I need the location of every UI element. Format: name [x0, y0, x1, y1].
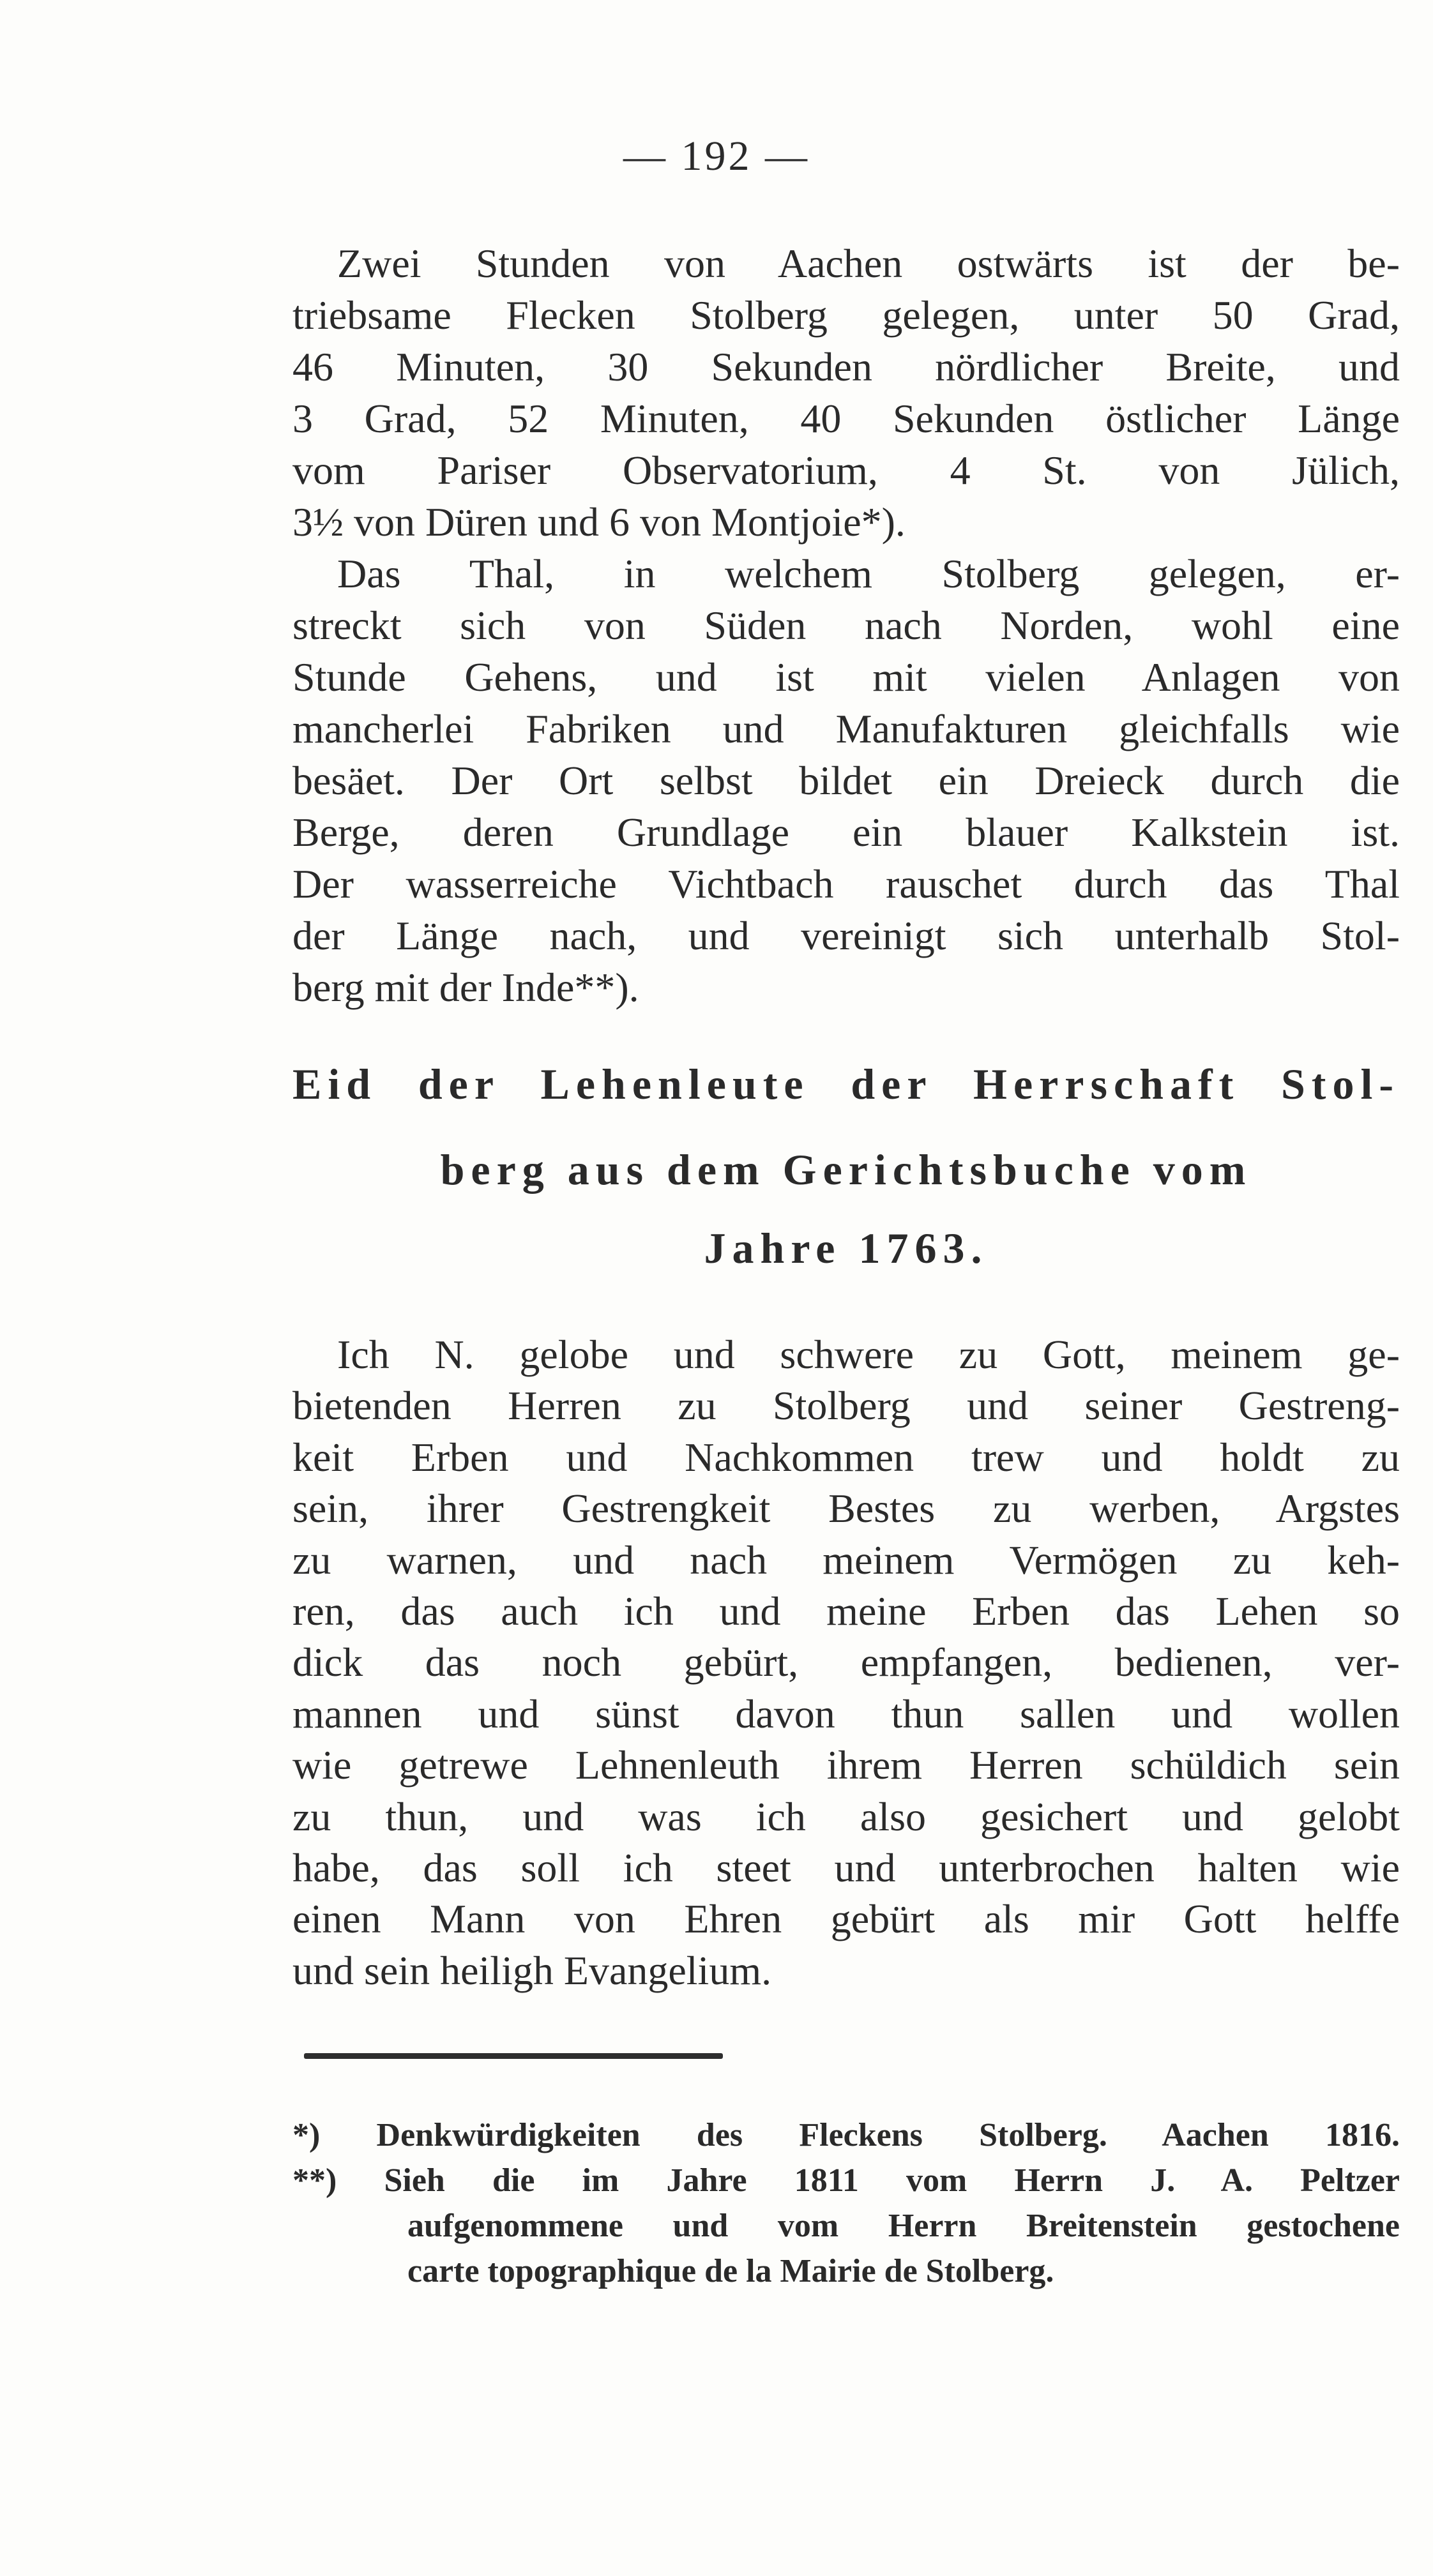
text-line: vom Pariser Observatorium, 4 St. von Jülich,	[292, 448, 1400, 493]
text-line: triebsame Flecken Stolberg gelegen, unter 50 Grad,	[292, 292, 1400, 338]
text-line: habe, das soll ich steet und unterbrochen halten wie	[292, 1844, 1400, 1890]
text-line: keit Erben und Nachkommen trew und holdt zu	[292, 1434, 1400, 1480]
text-line: besäet. Der Ort selbst bildet ein Dreieck durch die	[292, 758, 1400, 803]
text-line: 3 Grad, 52 Minuten, 40 Sekunden östlicher Länge	[292, 396, 1400, 441]
footnote-2: **) Sieh die im Jahre 1811 vom Herrn J. A. Peltzer	[292, 2162, 1400, 2199]
section-heading-line: Eid der Lehenleute der Herrschaft Stol-	[292, 1060, 1400, 1108]
footnote-2-continued: aufgenommene und vom Herrn Breitenstein gestochene	[407, 2208, 1400, 2244]
body-text-top	[292, 237, 1400, 1013]
text-line: der Länge nach, und vereinigt sich unterhalb Stol-	[292, 913, 1400, 958]
text-line: mannen und sünst davon thun sallen und wollen	[292, 1691, 1400, 1736]
text-line: einen Mann von Ehren gebürt als mir Gott helffe	[292, 1896, 1400, 1942]
text-line: Das Thal, in welchem Stolberg gelegen, er-	[337, 551, 1400, 596]
text-line: berg mit der Inde**).	[292, 965, 639, 1010]
page-number: — 192 —	[623, 133, 810, 179]
text-line: 3½ von Düren und 6 von Montjoie*).	[292, 499, 906, 545]
text-line: bietenden Herren zu Stolberg und seiner Gestreng-	[292, 1383, 1400, 1429]
text-line: Stunde Gehens, und ist mit vielen Anlagen von	[292, 654, 1400, 700]
text-line: mancherlei Fabriken und Manufakturen gleichfalls wie	[292, 706, 1400, 751]
footnotes	[292, 2113, 1400, 2294]
text-line: ren, das auch ich und meine Erben das Lehen so	[292, 1588, 1400, 1634]
oath-text	[292, 1329, 1400, 1996]
text-line: sein, ihrer Gestrengkeit Bestes zu werben, Argstes	[292, 1486, 1400, 1532]
text-line: Berge, deren Grundlage ein blauer Kalkstein ist.	[292, 810, 1400, 855]
footnote-divider	[304, 2053, 723, 2059]
footnote-2-continued: carte topographique de la Mairie de Stolberg.	[407, 2253, 1054, 2289]
text-line: streckt sich von Süden nach Norden, wohl eine	[292, 603, 1400, 648]
text-line: und sein heiligh Evangelium.	[292, 1947, 772, 1993]
text-line: Der wasserreiche Vichtbach rauschet durch das Thal	[292, 861, 1400, 907]
section-heading-line: Jahre 1763.	[704, 1224, 989, 1272]
text-line: dick das noch gebürt, empfangen, bedienen, ver-	[292, 1639, 1400, 1685]
text-line: zu warnen, und nach meinem Vermögen zu keh-	[292, 1537, 1400, 1583]
text-line: Zwei Stunden von Aachen ostwärts ist der be-	[337, 241, 1400, 286]
text-line: wie getrewe Lehnenleuth ihrem Herren schüldich sein	[292, 1742, 1400, 1788]
text-line: 46 Minuten, 30 Sekunden nördlicher Breite, und	[292, 344, 1400, 389]
footnote-1: *) Denkwürdigkeiten des Fleckens Stolberg. Aachen 1816.	[292, 2117, 1400, 2153]
text-line: Ich N. gelobe und schwere zu Gott, meinem ge-	[337, 1332, 1400, 1377]
section-heading-line: berg aus dem Gerichtsbuche vom	[440, 1145, 1252, 1194]
text-line: zu thun, und was ich also gesichert und gelobt	[292, 1793, 1400, 1839]
